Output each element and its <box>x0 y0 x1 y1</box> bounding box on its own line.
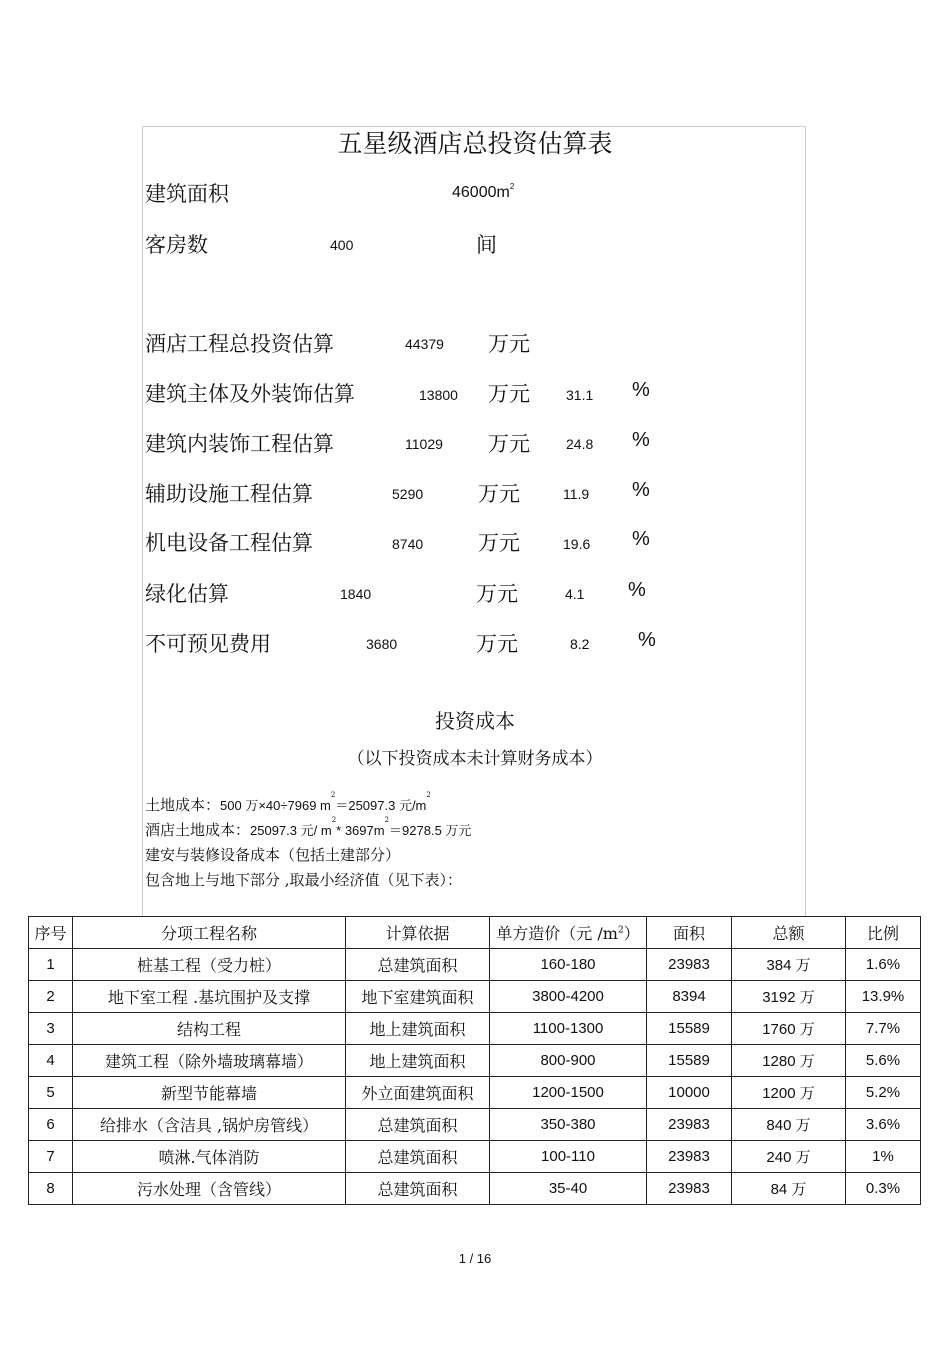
estimate-value: 5290 <box>392 486 424 502</box>
estimate-percent: 4.1 <box>565 586 585 602</box>
page-indicator: 1 / 16 <box>458 1251 492 1266</box>
table-cell: 1200 万 <box>732 1077 846 1109</box>
estimate-unit: 万元 <box>478 482 520 506</box>
section-note: （以下投资成本未计算财务成本） <box>347 749 603 769</box>
table-cell: 3.6% <box>846 1109 921 1141</box>
estimate-value: 8740 <box>392 536 424 552</box>
table-cell: 5 <box>29 1077 73 1109</box>
table-cell: 350-380 <box>490 1109 647 1141</box>
estimate-label: 建筑主体及外装饰估算 <box>145 382 355 406</box>
table-cell: 800-900 <box>490 1045 647 1077</box>
table-cell: 总建筑面积 <box>346 1141 490 1173</box>
table-cell: 3 <box>29 1013 73 1045</box>
table-row <box>29 1013 921 1045</box>
table-cell: 总建筑面积 <box>346 1109 490 1141</box>
estimate-label: 绿化估算 <box>145 582 229 606</box>
estimate-value: 1840 <box>340 586 372 602</box>
table-cell: 10000 <box>647 1077 732 1109</box>
header-cell: 总额 <box>732 917 846 949</box>
table-cell: 23983 <box>647 1141 732 1173</box>
header-cell: 面积 <box>647 917 732 949</box>
rooms-unit: 间 <box>476 233 497 257</box>
table-cell: 3800-4200 <box>490 981 647 1013</box>
percent-sign: % <box>632 528 650 550</box>
header-cell: 序号 <box>29 917 73 949</box>
table-row <box>29 1045 921 1077</box>
area-label: 建筑面积 <box>145 182 229 206</box>
rooms-value: 400 <box>330 237 354 253</box>
estimate-label: 酒店工程总投资估算 <box>145 332 334 356</box>
header-cell: 分项工程名称 <box>73 917 346 949</box>
table-cell: 15589 <box>647 1045 732 1077</box>
percent-sign: % <box>632 479 650 501</box>
table-cell: 23983 <box>647 1173 732 1205</box>
table-header-row <box>29 917 921 949</box>
estimate-value: 13800 <box>419 387 458 403</box>
table-row <box>29 1109 921 1141</box>
land-cost-line: 土地成本：500 万×40÷7969 $m^2=25097.3$ 元$/m^2$ <box>145 791 431 814</box>
header-cell: 单方造价（元 $/m^2$） <box>490 917 647 949</box>
table-row <box>29 1141 921 1173</box>
table-cell: 3192 万 <box>732 981 846 1013</box>
estimate-unit: 万元 <box>476 582 518 606</box>
table-cell: 6 <box>29 1109 73 1141</box>
percent-sign: % <box>638 629 656 651</box>
estimate-label: 机电设备工程估算 <box>145 531 313 555</box>
table-cell: 35-40 <box>490 1173 647 1205</box>
scope-line: 包含地上与地下部分 ,取最小经济值（见下表）： <box>145 871 463 889</box>
estimate-unit: 万元 <box>476 632 518 656</box>
cost-table <box>28 916 921 1205</box>
table-cell: 23983 <box>647 949 732 981</box>
table-cell: 建筑工程（除外墙玻璃幕墙） <box>73 1045 346 1077</box>
header-cell: 比例 <box>846 917 921 949</box>
table-cell: 0.3% <box>846 1173 921 1205</box>
table-cell: 8 <box>29 1173 73 1205</box>
table-cell: 地下室建筑面积 <box>346 981 490 1013</box>
construction-cost-line: 建安与装修设备成本（包括土建部分） <box>145 846 401 864</box>
hotel-land-cost-line: 酒店土地成本：25097.3 元/ $m^2*$ $3697m^2=9278.5$ 万元 <box>145 816 472 839</box>
estimate-label: 建筑内装饰工程估算 <box>145 432 334 456</box>
table-cell: 4 <box>29 1045 73 1077</box>
estimate-unit: 万元 <box>488 332 530 356</box>
estimate-unit: 万元 <box>478 531 520 555</box>
estimate-value: 3680 <box>366 636 398 652</box>
table-cell: 15589 <box>647 1013 732 1045</box>
percent-sign: % <box>628 579 646 601</box>
table-cell: 84 万 <box>732 1173 846 1205</box>
estimate-value: 44379 <box>405 336 444 352</box>
estimate-percent: 8.2 <box>570 636 590 652</box>
table-cell: 地上建筑面积 <box>346 1045 490 1077</box>
table-cell: 5.2% <box>846 1077 921 1109</box>
table-row <box>29 1173 921 1205</box>
percent-sign: % <box>632 379 650 401</box>
table-cell: 外立面建筑面积 <box>346 1077 490 1109</box>
table-cell: 160-180 <box>490 949 647 981</box>
table-cell: 7.7% <box>846 1013 921 1045</box>
table-cell: 总建筑面积 <box>346 949 490 981</box>
page-title: 五星级酒店总投资估算表 <box>337 129 613 158</box>
table-cell: 地下室工程 .基坑围护及支撑 <box>73 981 346 1013</box>
table-cell: 给排水（含洁具 ,锅炉房管线） <box>73 1109 346 1141</box>
table-cell: 地上建筑面积 <box>346 1013 490 1045</box>
table-cell: 污水处理（含管线） <box>73 1173 346 1205</box>
table-cell: 2 <box>29 981 73 1013</box>
table-cell: 100-110 <box>490 1141 647 1173</box>
table-cell: 23983 <box>647 1109 732 1141</box>
section-title: 投资成本 <box>435 709 515 733</box>
estimate-percent: 24.8 <box>566 436 594 452</box>
table-cell: 1280 万 <box>732 1045 846 1077</box>
table-row <box>29 981 921 1013</box>
percent-sign: % <box>632 429 650 451</box>
estimate-value: 11029 <box>405 436 443 452</box>
table-cell: 总建筑面积 <box>346 1173 490 1205</box>
estimate-percent: 11.9 <box>563 486 590 502</box>
table-cell: 5.6% <box>846 1045 921 1077</box>
header-cell: 计算依据 <box>346 917 490 949</box>
table-cell: 1.6% <box>846 949 921 981</box>
table-cell: 13.9% <box>846 981 921 1013</box>
table-cell: 结构工程 <box>73 1013 346 1045</box>
table-cell: 240 万 <box>732 1141 846 1173</box>
table-cell: 喷淋.气体消防 <box>73 1141 346 1173</box>
table-cell: 1% <box>846 1141 921 1173</box>
table-cell: 桩基工程（受力桩） <box>73 949 346 981</box>
estimate-label: 辅助设施工程估算 <box>145 482 313 506</box>
table-cell: 1100-1300 <box>490 1013 647 1045</box>
area-value: $46000m^2$ <box>452 182 515 201</box>
estimate-percent: 19.6 <box>563 536 591 552</box>
table-cell: 384 万 <box>732 949 846 981</box>
rooms-label: 客房数 <box>145 233 208 257</box>
table-cell: 1200-1500 <box>490 1077 647 1109</box>
estimate-unit: 万元 <box>488 382 530 406</box>
table-cell: 8394 <box>647 981 732 1013</box>
estimate-label: 不可预见费用 <box>145 632 271 656</box>
table-row <box>29 949 921 981</box>
table-cell: 840 万 <box>732 1109 846 1141</box>
estimate-percent: 31.1 <box>566 387 594 403</box>
table-cell: 7 <box>29 1141 73 1173</box>
estimate-unit: 万元 <box>488 432 530 456</box>
table-cell: 新型节能幕墙 <box>73 1077 346 1109</box>
table-cell: 1760 万 <box>732 1013 846 1045</box>
table-row <box>29 1077 921 1109</box>
table-cell: 1 <box>29 949 73 981</box>
